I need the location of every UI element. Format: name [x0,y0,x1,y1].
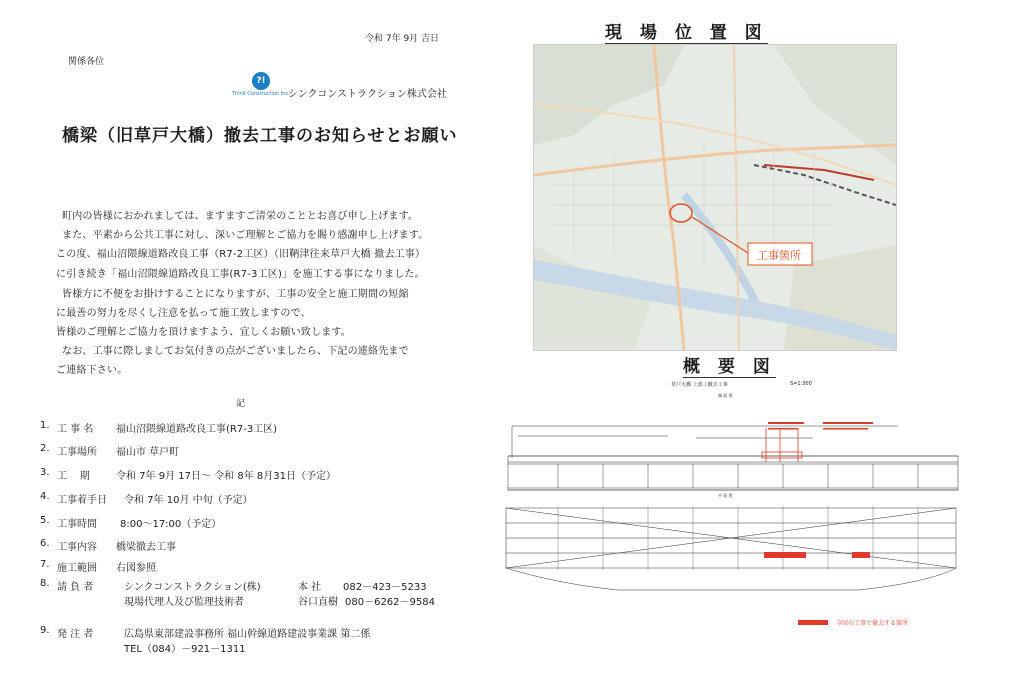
item-value: 橋梁撤去工事 [116,542,176,553]
item-number: 4. [40,491,50,502]
item-value: 福山市 草戸町 [116,447,180,458]
date: 令和 7年 9月 吉日 [365,34,440,44]
item-number: 1. [40,420,50,431]
body-line: また、平素から公共工事に対し、深いご理解とご協力を賜り感謝申し上げます。 [62,230,429,241]
item-label: 工 期 [57,471,90,482]
item-label: 工事時間 [57,519,97,530]
item-value: 令和 7年 10月 中旬（予定） [124,495,253,506]
item-label: 工 事 名 [57,424,94,435]
legend-label: 今回の工事で撤去する箇所 [836,620,909,627]
body-line: に引き続き「福山沼隈線道路改良工事(R7-3工区)」を施工する事になりました。 [56,269,425,280]
map-title: 現 場 位 置 図 [605,18,768,44]
diagram-title: 草戸大橋 上部工撤去工事 [671,382,728,388]
plan-label: 平 面 図 [718,493,733,498]
body-line: なお、工事に際しましてお気付きの点がございましたら、下記の連絡先まで [62,346,409,357]
item-label: 発 注 者 [57,629,94,640]
office-label: 本 社 [298,582,322,593]
page-title: 橋梁（旧草戸大橋）撤去工事のお知らせとお願い [62,126,458,146]
item-label: 工事場所 [57,447,97,458]
overview-diagram [498,398,964,610]
item-number: 8. [40,578,50,589]
legend-swatch [798,620,828,625]
diagram-scale: S=1:300 [790,381,812,387]
item-value: 8:00～17:00（予定） [120,519,222,530]
item-number: 2. [40,443,50,454]
orderer-name: 広島県東部建設事務所 福山幹線道路建設事業課 第二係 [124,629,371,640]
body-line: 皆様方に不便をお掛けすることになりますが、工事の安全と施工期間の短縮 [62,289,409,300]
office-tel: 082－423－5233 [343,582,427,593]
item-number: 9. [40,625,50,636]
item-label: 施工範囲 [57,563,97,574]
overview-title: 概 要 図 [683,352,776,378]
item-value: 福山沼隈線道路改良工事(R7-3工区) [116,424,278,435]
location-map [533,44,897,351]
recipients: 関係各位 [68,57,105,67]
elevation-label: 側 面 図 [718,393,733,398]
body-line: 町内の皆様におかれましては、ますますご清栄のこととお喜び申し上げます。 [62,211,419,222]
body-line: この度、福山沼隈線道路改良工事（R7-2工区）（旧鞆津往来草戸大橋 撤去工事） [56,249,426,260]
agent-name: 谷口直樹 [298,597,338,608]
item-value: 右図参照 [116,563,156,574]
item-number: 7. [40,559,50,570]
item-label: 工事着手日 [57,495,107,506]
body-line: 皆様のご理解とご協力を頂けますよう、宜しくお願い致します。 [56,327,351,338]
contractor-agent-role: 現場代理人及び監理技術者 [124,597,244,608]
map-graphic [534,45,896,350]
body-line: ご連絡下さい。 [56,365,128,376]
company-logo: ?! [252,72,270,90]
item-number: 3. [40,467,50,478]
item-value: 令和 7年 9月 17日～ 令和 8年 8月31日（予定） [116,471,336,482]
site-label: 工事箇所 [757,249,801,262]
orderer-tel: TEL（084）－921－1311 [124,644,246,655]
logo-text: Think Construction Inc. [232,91,290,97]
item-number: 5. [40,515,50,526]
company-name: シンクコンストラクション株式会社 [288,89,447,100]
ki-heading: 記 [236,399,246,409]
body-line: に最善の努力を尽くし注意を払って施工致しますので、 [56,308,311,319]
item-label: 請 負 者 [57,582,94,593]
item-label: 工事内容 [57,542,97,553]
item-number: 6. [40,538,50,549]
agent-tel: 080－6262－9584 [345,597,435,608]
contractor-name: シンクコンストラクション(株) [124,582,261,593]
